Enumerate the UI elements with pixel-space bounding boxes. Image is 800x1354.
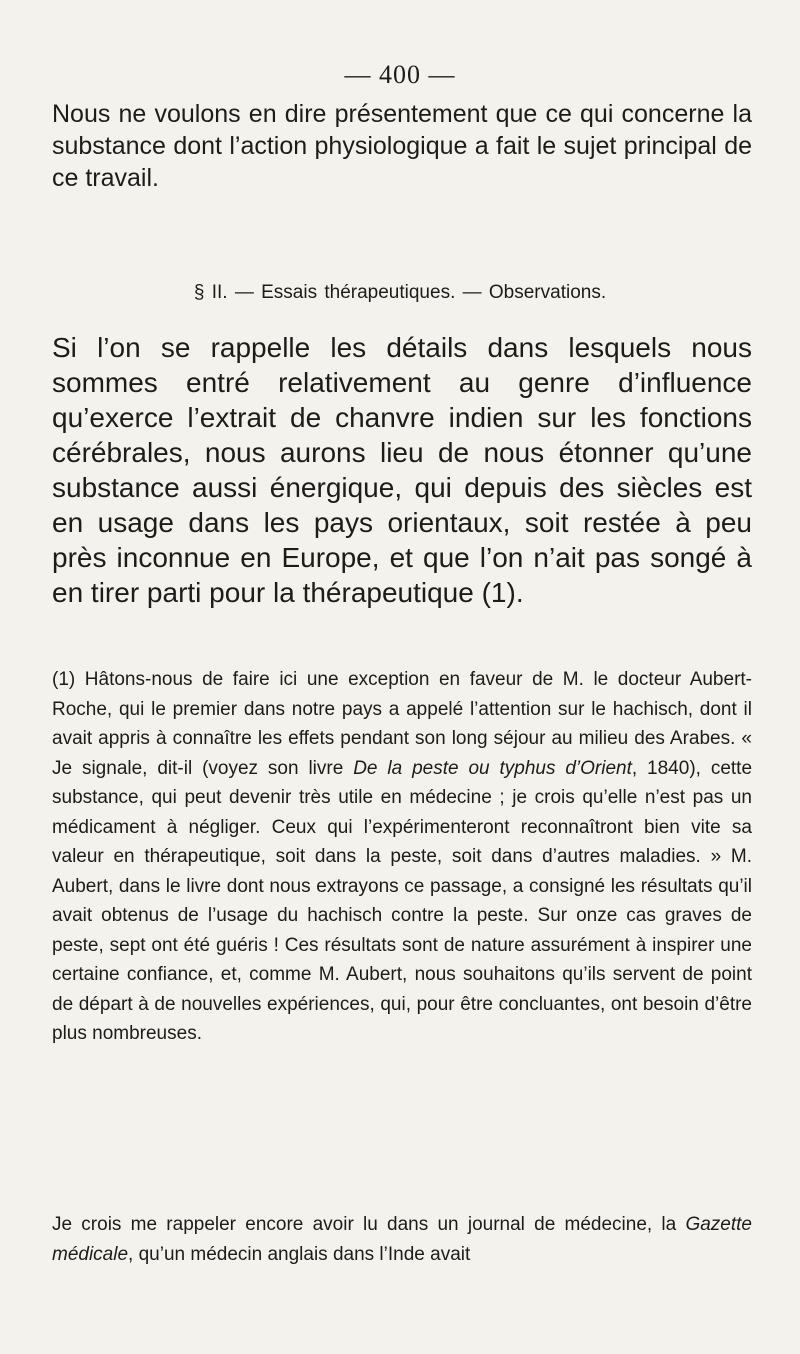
footnote-continuation-text-2: , qu’un médecin anglais dans l’Inde avait [128,1243,471,1265]
lead-paragraph: Nous ne voulons en dire présentement que ce qui concerne la substance dont l’action physiologique a fait le sujet principal de ce travail. [52,100,752,192]
footnote-continuation-text-1: Je crois me rappeler encore avoir lu dans un journal de médecine, la [52,1214,686,1235]
page-number: — 400 — [344,60,456,89]
body-paragraph-text: Si l’on se rappelle les détails dans lesquels nous sommes entré relativement au genre d’influence qu’exerce l’extrait de chanvre indien sur les fonctions cérébrales, nous aurons lieu de nous étonner qu’une substance aussi énergique, qui depuis des siècles est en usage dans les pays orientaux, soit restée à peu près inconnue en Europe, et que l’on n’ait pas songé à en tirer parti pour la thérapeutique (1). [52,332,752,608]
footnote [52,665,752,1049]
footnote-book-title: De la peste ou typhus d’Orient [353,757,632,779]
footnote-text-1: (1) Hâtons-nous de faire ici une exception en faveur de M. le docteur Aubert-Roche, qui le premier dans notre pays a appelé l’attention sur le hachisch, dont il avait appris à connaître les effets pendant son long séjour au milieu des Arabes. « Je signale, dit-il (voyez son livre [52,669,752,779]
footnote-continuation [52,1210,752,1269]
body-paragraph [52,330,752,610]
footnote-journal-title: Gazette médicale [52,1214,752,1265]
section-heading: § II. — Essais thérapeutiques. — Observations. [193,282,607,303]
footnote-text-2: , 1840), cette substance, qui peut devenir très utile en médecine ; je crois qu’elle n’est pas un médicament à négliger. Ceux qui l’expérimenteront reconnaîtront bien vite sa valeur en thérapeutique, soit dans la peste, soit dans d’autres maladies. » M. Aubert, dans le livre dont nous extrayons ce passage, a consigné les résultats qu’il avait obtenus de l’usage du hachisch contre la peste. Sur onze cas graves de peste, sept ont été guéris ! Ces résultats sont de nature assurément à inspirer une certaine confiance, et, comme M. Aubert, nous souhaitons qu’ils servent de point de départ à de nouvelles expériences, qui, pour être concluantes, ont besoin d’être plus nombreuses. [52,757,753,1044]
